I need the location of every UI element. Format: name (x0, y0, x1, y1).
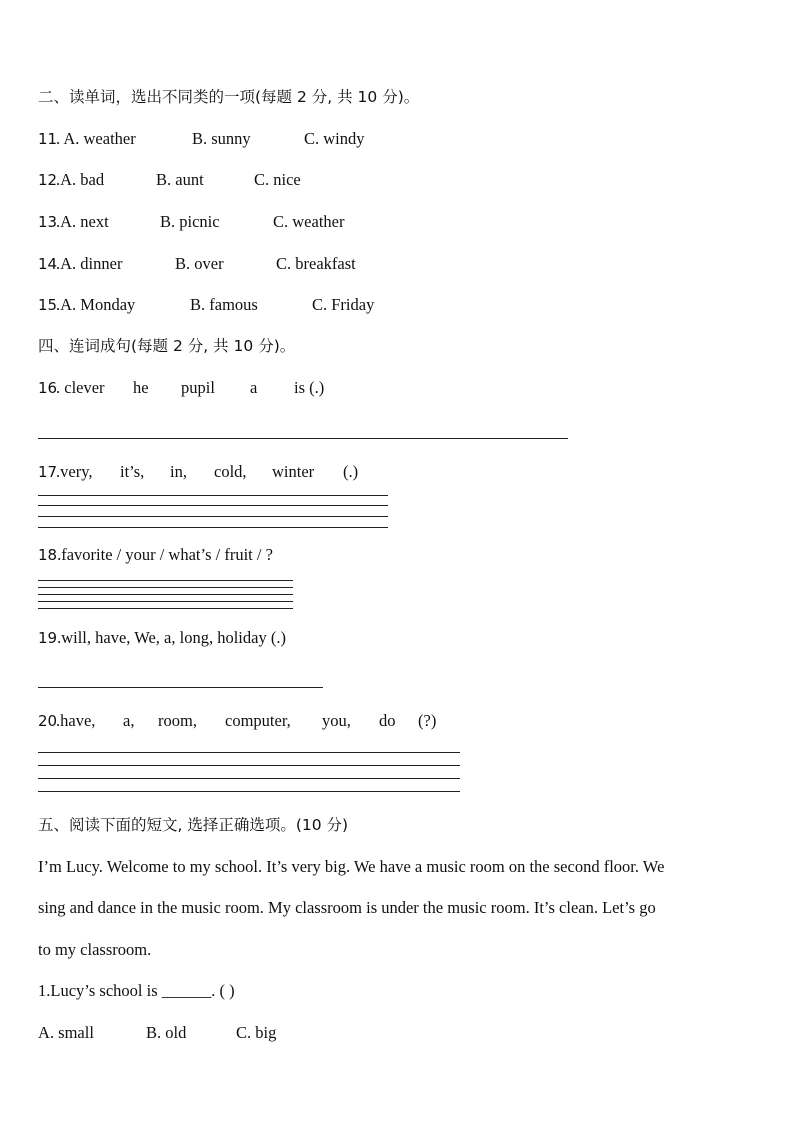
question-number: 11 (38, 130, 58, 148)
option-c: C. breakfast (276, 254, 356, 273)
reading-question-1-options (38, 1023, 438, 1043)
answer-line (38, 765, 460, 766)
option-b: B. famous (190, 295, 258, 314)
word: you, (322, 711, 351, 730)
option-b: B. old (146, 1023, 187, 1042)
word: cold, (214, 462, 247, 481)
answer-line (38, 587, 293, 588)
answer-line (38, 516, 388, 517)
answer-line (38, 752, 460, 753)
word: a, (123, 711, 135, 730)
question-text: .will, have, We, a, long, holiday (.) (57, 628, 286, 647)
answer-line (38, 791, 460, 792)
word: room, (158, 711, 197, 730)
question-16 (38, 378, 538, 398)
answer-line (38, 495, 388, 496)
answer-line (38, 438, 568, 439)
word: in, (170, 462, 187, 481)
question-number: 15 (38, 296, 58, 314)
section-4-heading: 四、连词成句(每题 2 分, 共 10 分)。 (38, 337, 296, 355)
passage-line: sing and dance in the music room. My classroom is under the music room. It’s clean. Let’s go (38, 898, 656, 917)
option-c: C. windy (304, 129, 365, 148)
answer-line (38, 601, 293, 602)
option-c: C. weather (273, 212, 345, 231)
question-14 (38, 254, 538, 274)
passage-line: to my classroom. (38, 940, 152, 959)
word: do (379, 711, 396, 730)
word: is (.) (294, 378, 325, 397)
question-number: 16 (38, 379, 58, 397)
passage-line: I’m Lucy. Welcome to my school. It’s very big. We have a music room on the second floor. We (38, 857, 665, 876)
answer-line (38, 527, 388, 528)
option-b: B. sunny (192, 129, 251, 148)
section-5-heading: 五、阅读下面的短文, 选择正确选项。(10 分) (38, 816, 349, 834)
question-17 (38, 462, 538, 482)
question-18 (38, 545, 273, 565)
option-a: .A. bad (56, 170, 105, 189)
answer-line (38, 594, 293, 595)
word: . clever (56, 378, 105, 397)
word: computer, (225, 711, 291, 730)
word: a (250, 378, 258, 397)
answer-line (38, 608, 293, 609)
word: it’s, (120, 462, 145, 481)
question-number: 13 (38, 213, 58, 231)
question-11 (38, 129, 538, 149)
question-13 (38, 212, 538, 232)
option-c: C. Friday (312, 295, 375, 314)
word: .have, (56, 711, 96, 730)
question-15 (38, 295, 538, 315)
word: (?) (418, 711, 437, 730)
word: winter (272, 462, 315, 481)
option-b: B. aunt (156, 170, 204, 189)
answer-line (38, 778, 460, 779)
option-a: A. small (38, 1023, 94, 1042)
question-text: .favorite / your / what’s / fruit / ? (57, 545, 273, 564)
option-b: B. picnic (160, 212, 220, 231)
option-a: . A. weather (56, 129, 136, 148)
answer-line (38, 505, 388, 506)
word: (.) (343, 462, 359, 481)
question-20 (38, 711, 538, 731)
word: he (133, 378, 149, 397)
option-c: C. nice (254, 170, 301, 189)
question-number: 19 (38, 629, 58, 647)
option-b: B. over (175, 254, 224, 273)
word: .very, (56, 462, 93, 481)
question-number: 12 (38, 171, 58, 189)
question-number: 17 (38, 463, 58, 481)
option-a: .A. Monday (56, 295, 136, 314)
question-number: 20 (38, 712, 58, 730)
question-number: 14 (38, 255, 58, 273)
option-a: .A. dinner (56, 254, 123, 273)
question-19 (38, 628, 286, 648)
section-2-heading: 二、读单词，选出不同类的一项(每题 2 分, 共 10 分)。 (38, 88, 420, 106)
question-number: 18 (38, 546, 58, 564)
option-c: C. big (236, 1023, 277, 1042)
answer-line (38, 580, 293, 581)
option-a: .A. next (56, 212, 109, 231)
question-12 (38, 170, 538, 190)
reading-question-1: 1.Lucy’s school is ______. ( ) (38, 981, 235, 1000)
answer-line (38, 687, 323, 688)
word: pupil (181, 378, 215, 397)
